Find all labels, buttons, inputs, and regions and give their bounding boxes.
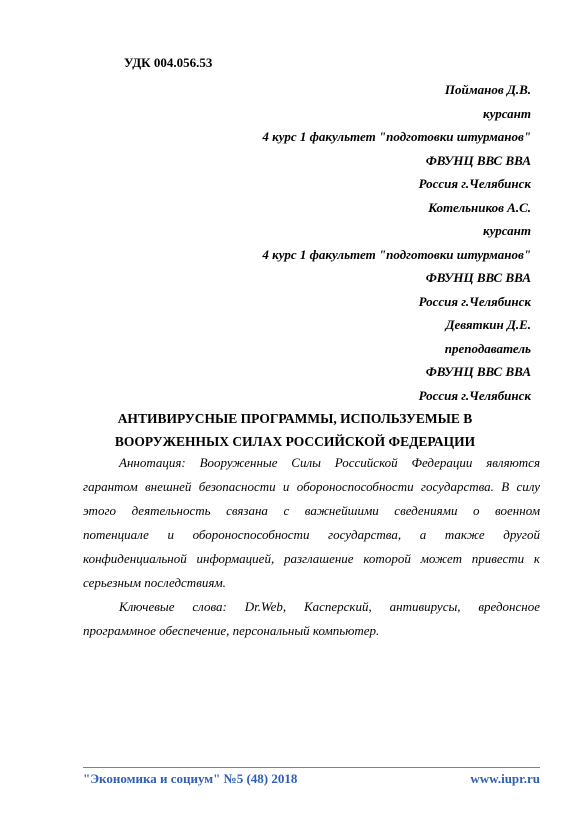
journal-citation: "Экономика и социум" №5 (48) 2018 [83, 771, 298, 786]
author-faculty: 4 курс 1 факультет "подготовки штурманов" [262, 246, 531, 262]
author-location: Россия г.Челябинск [418, 293, 531, 309]
udk-code: УДК 004.056.53 [124, 55, 213, 70]
abstract-line: гарантом внешней безопасности и обороноспособности государства. В силу [83, 479, 540, 494]
abstract-line: Аннотация: Вооруженные Силы Российской Федерации являются [119, 455, 540, 470]
abstract-line: конфиденциальной информацией, разглашение которой может привести к [83, 551, 540, 566]
author-faculty: 4 курс 1 факультет "подготовки штурманов" [262, 129, 531, 144]
keywords-paragraph [83, 595, 540, 643]
article-title-line: АНТИВИРУСНЫЕ ПРОГРАММЫ, ИСПОЛЬЗУЕМЫЕ В [117, 411, 473, 426]
article-title-line: ВООРУЖЕННЫХ СИЛАХ РОССИЙСКОЙ ФЕДЕРАЦИИ [114, 434, 476, 449]
author-location: Россия г.Челябинск [418, 387, 531, 403]
author-position: курсант [483, 105, 531, 121]
keywords-line: программное обеспечение, персональный компьютер. [83, 623, 380, 638]
keywords-line: Ключевые слова: Dr.Web, Касперский, антивирусы, вредонсное [119, 599, 540, 614]
footer-divider [83, 767, 540, 768]
abstract-line: серьезным последствиям. [83, 575, 226, 590]
journal-website: www.iupr.ru [470, 771, 540, 786]
author-position: курсант [483, 223, 531, 238]
author-location: Россия г.Челябинск [418, 176, 531, 191]
abstract-line: этого деятельность связана с важнейшими сведениями о военном [83, 503, 540, 518]
author-organization: ФВУНЦ ВВС ВВА [425, 364, 531, 379]
abstract-line: потенциале и обороноспособности государства, а также другой [83, 527, 540, 542]
author-organization: ФВУНЦ ВВС ВВА [425, 270, 531, 285]
article-title [50, 407, 540, 453]
author-block [131, 78, 531, 407]
author-name: Пойманов Д.В. [444, 82, 531, 97]
author-organization: ФВУНЦ ВВС ВВА [425, 152, 531, 168]
author-name: Котельников А.С. [428, 199, 531, 215]
author-name: Девяткин Д.Е. [445, 317, 531, 332]
abstract-paragraph [83, 451, 540, 595]
author-position: преподаватель [444, 340, 531, 356]
